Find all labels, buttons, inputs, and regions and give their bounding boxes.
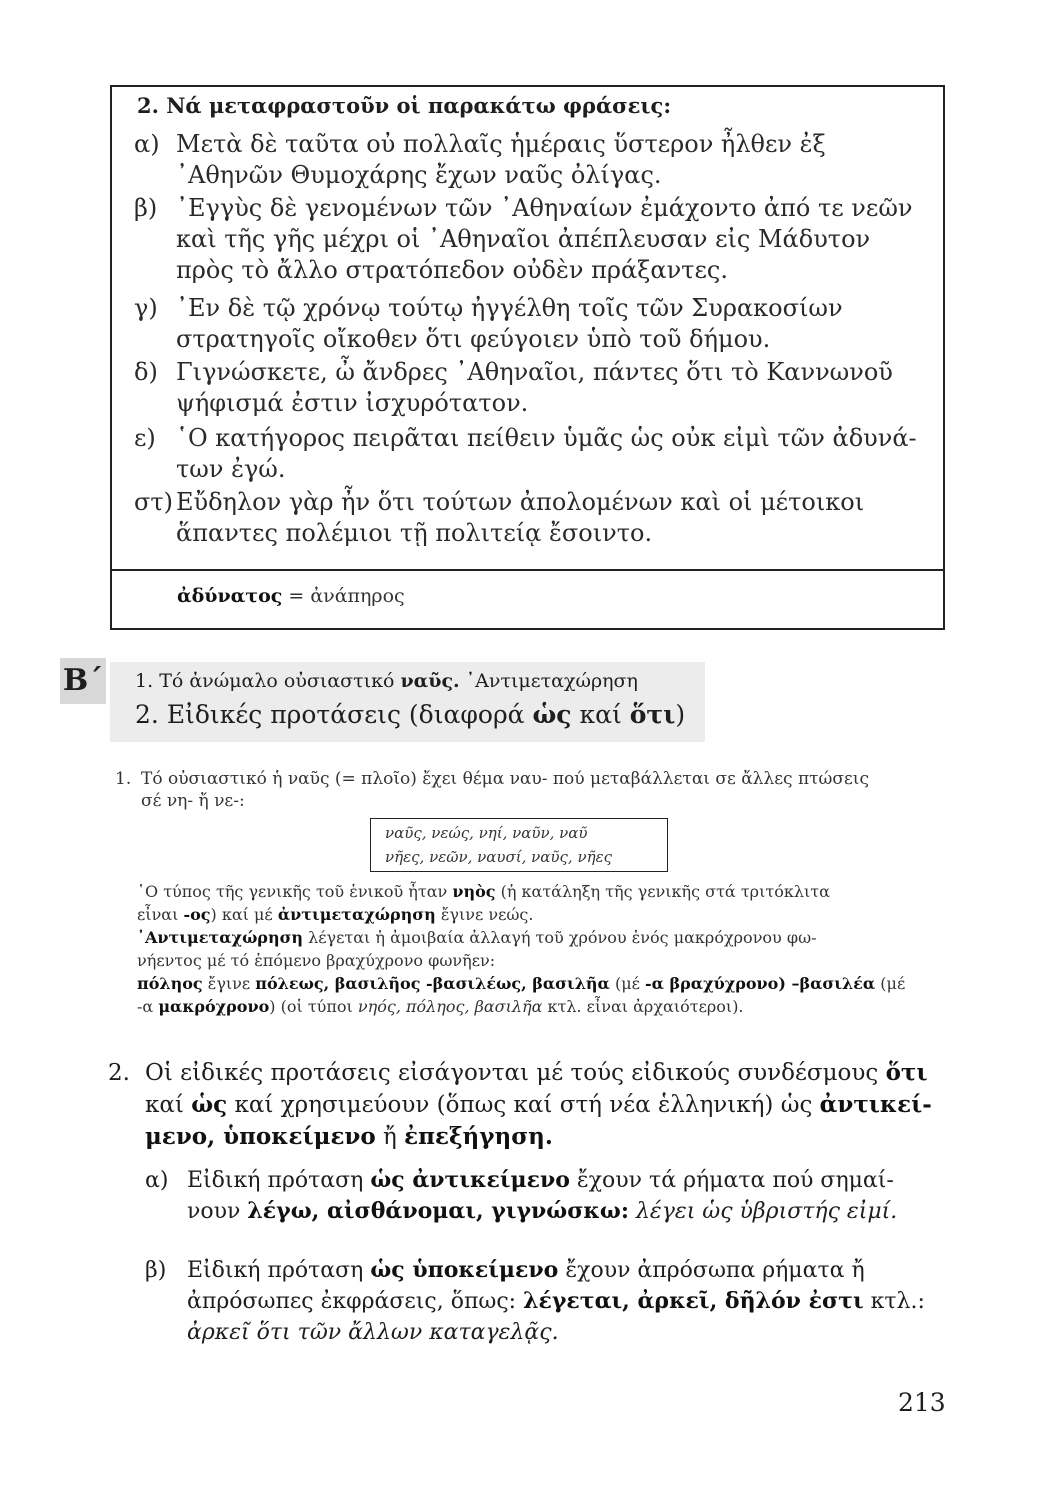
box-divider bbox=[112, 569, 943, 571]
paragraph-declarative-clauses: 2. Οἱ εἰδικές προτάσεις εἰσάγονται μέ τούς εἰδικούς συνδέσμους ὅτι καί ὡς καί χρησιμεύουν (ὅπως καί στή νέα ἑλληνική) ὡς ἀντικεί- μενο, ὑποκείμενο ἤ ἐπεξήγηση. bbox=[108, 1059, 932, 1150]
exercise-item-b: β) ᾽Εγγὺς δὲ γενομένων τῶν ᾽Αθηναίων ἐμάχοντο ἀπό τε νεῶν καὶ τῆς γῆς μέχρι οἱ ᾽Αθηναῖοι ἀπέπλευσαν εἰς Μάδυτον πρὸς τὸ ἄλλο στρατόπεδον οὐδὲν πράξαντες. bbox=[134, 194, 913, 284]
paragraph-noun-intro: 1. Τό οὐσιαστικό ἡ ναῦς (= πλοῖο) ἔχει θέμα ναυ- πού μεταβάλλεται σε ἄλλες πτώσεις σέ νη- ἤ νε-: bbox=[115, 769, 869, 811]
section-heading-1: 1. Τό ἀνώμαλο οὐσιαστικό ναῦς. ᾽Αντιμεταχώρηση bbox=[135, 670, 638, 692]
exercise-item-a: α) Μετὰ δὲ ταῦτα οὐ πολλαῖς ἡμέραις ὕστερον ἦλθεν ἐξ ᾽Αθηνῶν Θυμοχάρης ἔχων ναῦς ὀλίγας. bbox=[134, 130, 826, 189]
forms-singular: ναῦς, νεώς, νηί, ναῦν, ναῦ bbox=[385, 824, 588, 842]
exercise-item-c: γ) ᾽Εν δὲ τῷ χρόνῳ τούτῳ ἠγγέλθη τοῖς τῶν Συρακοσίων στρατηγοῖς οἴκοθεν ὅτι φεύγοιεν ὑπὸ τοῦ δήμου. bbox=[134, 294, 843, 353]
page-number: 213 bbox=[898, 1388, 946, 1417]
exercise-box bbox=[110, 85, 945, 630]
section-heading-2: 2. Εἰδικές προτάσεις (διαφορά ὡς καί ὅτι) bbox=[135, 700, 686, 729]
section-badge: Β΄ bbox=[60, 658, 106, 704]
subpoint-object: α) Εἰδική πρόταση ὡς ἀντικείμενο ἔχουν τά ρήματα πού σημαί- νουν λέγω, αἰσθάνομαι, γιγνώσκω: λέγει ὡς ὑβριστής εἰμί. bbox=[145, 1167, 898, 1224]
exercise-item-f: στ) Εὔδηλον γὰρ ἦν ὅτι τούτων ἀπολομένων καὶ οἱ μέτοικοι ἅπαντες πολέμιοι τῇ πολιτείᾳ ἔσοιντο. bbox=[134, 488, 865, 547]
paragraph-metathesis: ῾Ο τύπος τῆς γενικῆς τοῦ ἑνικοῦ ἦταν νηὸς (ἡ κατάληξη τῆς γενικῆς στά τριτόκλιτα εἶναι -ος) καί μέ ἀντιμεταχώρηση ἔγινε νεώς. ᾽Αντιμεταχώρηση λέγεται ἡ ἀμοιβαία ἀλλαγή τοῦ χρόνου ἑνός μακρόχρονου φω- νήεντος μέ τό ἑπόμενο βραχύχρονο φωνῆεν: πόληος ἔγινε πόλεως, βασιλῆος -βασιλέως, βασιλῆα (μέ -α βραχύχρονο) –βασιλέα (μέ -α μακρόχρονο) (οἱ τύποι νηός, πόληος, βασιλῆα κτλ. εἶναι ἀρχαιότεροι). bbox=[137, 882, 906, 1016]
exercise-title: 2. Νά μεταφραστοῦν οἱ παρακάτω φράσεις: bbox=[137, 93, 672, 118]
vocabulary-gloss: ἀδύνατος = ἀνάπηρος bbox=[177, 585, 405, 607]
declension-forms-box bbox=[370, 818, 668, 872]
exercise-item-e: ε) ῾Ο κατήγορος πειρᾶται πείθειν ὑμᾶς ὡς οὐκ εἰμὶ τῶν ἀδυνά- των ἐγώ. bbox=[134, 424, 917, 483]
exercise-item-d: δ) Γιγνώσκετε, ὦ ἄνδρες ᾽Αθηναῖοι, πάντες ὅτι τὸ Καννωνοῦ ψήφισμά ἐστιν ἰσχυρότατον. bbox=[134, 358, 893, 417]
subpoint-subject: β) Εἰδική πρόταση ὡς ὑποκείμενο ἔχουν ἀπρόσωπα ρήματα ἤ ἀπρόσωπες ἐκφράσεις, ὅπως: λέγεται, ἀρκεῖ, δῆλόν ἐστι κτλ.: ἀρκεῖ ὅτι τῶν ἄλλων καταγελᾷς. bbox=[145, 1257, 925, 1345]
forms-plural: νῆες, νεῶν, ναυσί, ναῦς, νῆες bbox=[385, 848, 613, 866]
